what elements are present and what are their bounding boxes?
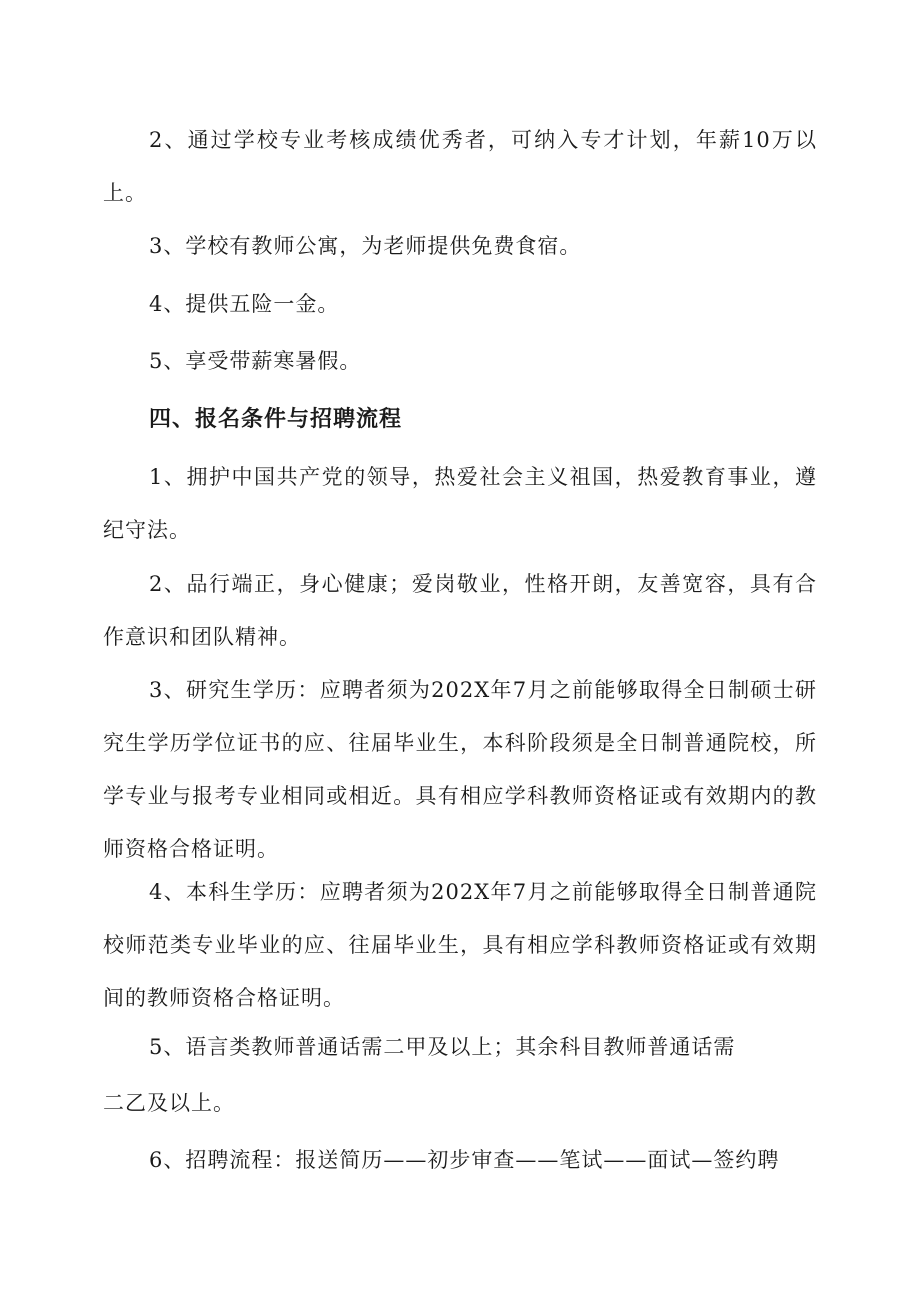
requirement-item-4: 4、本科生学历：应聘者须为202X年7月之前能够取得全日制普通院校师范类专业毕业的应、往届毕业生，具有相应学科教师资格证或有效期间的教师资格合格证明。 [103,880,817,1010]
benefit-item-4: 4、提供五险一金。 [149,292,340,316]
benefit-item-3: 3、学校有教师公寓，为老师提供免费食宿。 [149,234,582,258]
benefit-item-5: 5、享受带薪寒暑假。 [149,349,362,373]
requirement-item-5-line1: 5、语言类教师普通话需二甲及以上；其余科目教师普通话需 [149,1035,736,1059]
requirement-item-6: 6、招聘流程：报送简历——初步审查——笔试——面试—签约聘 [149,1148,780,1172]
requirement-item-3: 3、研究生学历：应聘者须为202X年7月之前能够取得全日制硕士研究生学历学位证书的应、往届毕业生，本科阶段须是全日制普通院校，所学专业与报考专业相同或相近。具有相应学科教师资格证或有效期内的教师资格合格证明。 [103,678,817,861]
requirement-item-1: 1、拥护中国共产党的领导，热爱社会主义祖国，热爱教育事业，遵纪守法。 [103,465,817,542]
requirement-item-2: 2、品行端正，身心健康；爱岗敬业，性格开朗，友善宽容，具有合作意识和团队精神。 [103,572,817,649]
benefit-item-2: 2、通过学校专业考核成绩优秀者，可纳入专才计划，年薪10万以上。 [103,128,817,205]
section-heading: 四、报名条件与招聘流程 [149,407,403,432]
requirement-item-5-line2: 二乙及以上。 [103,1091,235,1115]
